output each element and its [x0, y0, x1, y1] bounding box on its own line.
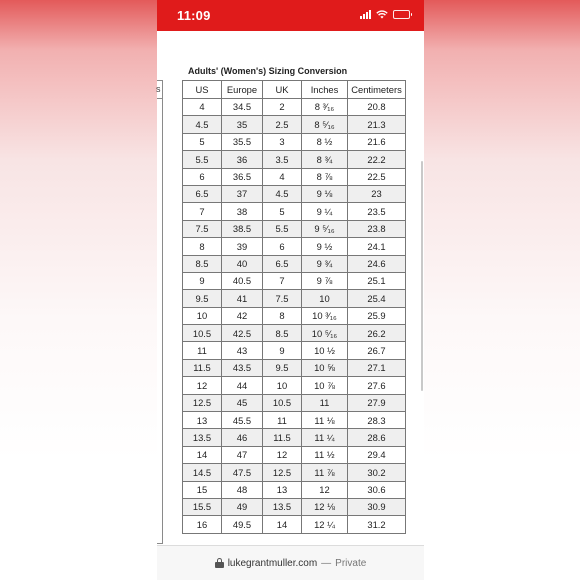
- cell-uk: 14: [263, 516, 302, 533]
- cell-uk: 10: [263, 377, 302, 394]
- cell-uk: 9: [263, 342, 302, 359]
- column-header-europe: Europe: [222, 81, 263, 99]
- cell-europe: 44: [222, 377, 263, 394]
- cell-europe: 43: [222, 342, 263, 359]
- cell-us: 9.5: [183, 290, 222, 307]
- table-row: [183, 325, 406, 342]
- cell-europe: 38: [222, 203, 263, 220]
- url-bar[interactable]: [157, 545, 424, 580]
- table-row: [183, 133, 406, 150]
- cell-inches: 8 ³⁄₁₆: [302, 99, 348, 116]
- table-row: [183, 446, 406, 463]
- cell-inches: 10 ⅞: [302, 377, 348, 394]
- cell-centimeters: 31.2: [348, 516, 406, 533]
- battery-icon: [393, 10, 410, 19]
- cell-us: 4: [183, 99, 222, 116]
- cell-us: 8: [183, 238, 222, 255]
- cell-uk: 6.5: [263, 255, 302, 272]
- cell-europe: 42: [222, 307, 263, 324]
- cell-europe: 47: [222, 446, 263, 463]
- cell-europe: 36.5: [222, 168, 263, 185]
- cell-centimeters: 27.1: [348, 359, 406, 376]
- cell-us: 7: [183, 203, 222, 220]
- cell-uk: 12: [263, 446, 302, 463]
- cell-europe: 40.5: [222, 272, 263, 289]
- cell-centimeters: 25.4: [348, 290, 406, 307]
- cell-us: 15: [183, 481, 222, 498]
- cell-uk: 11.5: [263, 429, 302, 446]
- cell-centimeters: 23.5: [348, 203, 406, 220]
- cell-inches: 9 ⅛: [302, 185, 348, 202]
- table-row: [183, 220, 406, 237]
- table-row: [183, 99, 406, 116]
- cell-inches: 11: [302, 394, 348, 411]
- cell-europe: 35.5: [222, 133, 263, 150]
- cell-us: 7.5: [183, 220, 222, 237]
- cell-inches: 8 ⁵⁄₁₆: [302, 116, 348, 133]
- table-row: [183, 481, 406, 498]
- cell-centimeters: 28.3: [348, 412, 406, 429]
- table-row: [183, 464, 406, 481]
- cell-uk: 8: [263, 307, 302, 324]
- cell-uk: 4: [263, 168, 302, 185]
- url-domain: lukegrantmuller.com: [227, 557, 318, 569]
- table-header-row: [183, 81, 406, 99]
- cell-uk: 9.5: [263, 359, 302, 376]
- cell-europe: 35: [222, 116, 263, 133]
- cell-centimeters: 23: [348, 185, 406, 202]
- cell-inches: 11 ⅞: [302, 464, 348, 481]
- cell-europe: 39: [222, 238, 263, 255]
- cell-europe: 36: [222, 151, 263, 168]
- cell-us: 10: [183, 307, 222, 324]
- cell-uk: 3: [263, 133, 302, 150]
- cell-inches: 10 ⁵⁄₁₆: [302, 325, 348, 342]
- cell-europe: 47.5: [222, 464, 263, 481]
- cell-us: 4.5: [183, 116, 222, 133]
- cell-inches: 10 ³⁄₁₆: [302, 307, 348, 324]
- cell-centimeters: 25.9: [348, 307, 406, 324]
- cell-uk: 3.5: [263, 151, 302, 168]
- cell-uk: 13: [263, 481, 302, 498]
- cell-inches: 12: [302, 481, 348, 498]
- cell-centimeters: 22.5: [348, 168, 406, 185]
- cell-us: 5.5: [183, 151, 222, 168]
- cell-inches: 9 ⅞: [302, 272, 348, 289]
- cell-centimeters: 24.1: [348, 238, 406, 255]
- cell-centimeters: 21.3: [348, 116, 406, 133]
- cell-europe: 34.5: [222, 99, 263, 116]
- cell-inches: 8 ½: [302, 133, 348, 150]
- table-row: [183, 412, 406, 429]
- previous-table-fragment: [157, 80, 163, 544]
- cell-inches: 9 ⁵⁄₁₆: [302, 220, 348, 237]
- cell-europe: 37: [222, 185, 263, 202]
- cell-us: 11.5: [183, 359, 222, 376]
- table-row: [183, 185, 406, 202]
- status-bar: [157, 0, 424, 31]
- cell-uk: 6: [263, 238, 302, 255]
- signal-icon: [360, 10, 371, 19]
- cell-centimeters: 23.8: [348, 220, 406, 237]
- page-title: Adults' (Women's) Sizing Conversion: [188, 66, 348, 76]
- cell-centimeters: 27.6: [348, 377, 406, 394]
- cell-centimeters: 30.9: [348, 498, 406, 515]
- wifi-icon: [376, 10, 388, 19]
- cell-centimeters: 30.6: [348, 481, 406, 498]
- column-header-us: US: [183, 81, 222, 99]
- cell-centimeters: 24.6: [348, 255, 406, 272]
- table-row: [183, 151, 406, 168]
- cell-centimeters: 29.4: [348, 446, 406, 463]
- table-body: [183, 99, 406, 534]
- previous-table-header-fragment: s: [156, 84, 161, 94]
- cell-europe: 46: [222, 429, 263, 446]
- column-header-inches: Inches: [302, 81, 348, 99]
- cell-inches: 9 ¼: [302, 203, 348, 220]
- cell-us: 5: [183, 133, 222, 150]
- cell-inches: 10: [302, 290, 348, 307]
- table-row: [183, 429, 406, 446]
- table-row: [183, 203, 406, 220]
- status-time: 11:09: [177, 8, 211, 23]
- cell-us: 13.5: [183, 429, 222, 446]
- cell-uk: 12.5: [263, 464, 302, 481]
- cell-europe: 45: [222, 394, 263, 411]
- cell-inches: 8 ¾: [302, 151, 348, 168]
- cell-uk: 13.5: [263, 498, 302, 515]
- table-row: [183, 290, 406, 307]
- cell-inches: 10 ⅝: [302, 359, 348, 376]
- cell-us: 6: [183, 168, 222, 185]
- url-private-label: Private: [335, 557, 367, 569]
- table-row: [183, 342, 406, 359]
- size-conversion-table: [182, 80, 406, 534]
- page-content[interactable]: [157, 31, 424, 545]
- cell-inches: 11 ¼: [302, 429, 348, 446]
- scrollbar[interactable]: [421, 161, 423, 391]
- cell-us: 15.5: [183, 498, 222, 515]
- cell-inches: 9 ½: [302, 238, 348, 255]
- cell-europe: 40: [222, 255, 263, 272]
- table-row: [183, 498, 406, 515]
- status-icons: [360, 10, 410, 19]
- lock-icon: [215, 558, 224, 569]
- cell-us: 14.5: [183, 464, 222, 481]
- cell-inches: 11 ½: [302, 446, 348, 463]
- cell-inches: 12 ⅛: [302, 498, 348, 515]
- cell-uk: 2: [263, 99, 302, 116]
- table-row: [183, 116, 406, 133]
- cell-us: 8.5: [183, 255, 222, 272]
- phone-screen: [157, 0, 424, 580]
- cell-europe: 49.5: [222, 516, 263, 533]
- cell-us: 6.5: [183, 185, 222, 202]
- cell-us: 12: [183, 377, 222, 394]
- cell-europe: 41: [222, 290, 263, 307]
- table-row: [183, 359, 406, 376]
- column-header-centimeters: Centimeters: [348, 81, 406, 99]
- cell-us: 9: [183, 272, 222, 289]
- cell-uk: 11: [263, 412, 302, 429]
- cell-uk: 5: [263, 203, 302, 220]
- cell-us: 13: [183, 412, 222, 429]
- cell-uk: 2.5: [263, 116, 302, 133]
- cell-europe: 42.5: [222, 325, 263, 342]
- table-row: [183, 307, 406, 324]
- cell-uk: 4.5: [263, 185, 302, 202]
- cell-inches: 10 ½: [302, 342, 348, 359]
- cell-inches: 12 ¼: [302, 516, 348, 533]
- cell-inches: 9 ¾: [302, 255, 348, 272]
- cell-europe: 43.5: [222, 359, 263, 376]
- table-row: [183, 255, 406, 272]
- cell-inches: 11 ⅛: [302, 412, 348, 429]
- cell-us: 11: [183, 342, 222, 359]
- cell-uk: 7: [263, 272, 302, 289]
- background-left: [0, 0, 157, 580]
- table-row: [183, 377, 406, 394]
- table-row: [183, 238, 406, 255]
- cell-us: 12.5: [183, 394, 222, 411]
- cell-centimeters: 20.8: [348, 99, 406, 116]
- table-row: [183, 394, 406, 411]
- cell-us: 10.5: [183, 325, 222, 342]
- column-header-uk: UK: [263, 81, 302, 99]
- cell-centimeters: 26.2: [348, 325, 406, 342]
- cell-uk: 10.5: [263, 394, 302, 411]
- cell-uk: 8.5: [263, 325, 302, 342]
- cell-europe: 49: [222, 498, 263, 515]
- cell-europe: 48: [222, 481, 263, 498]
- url-separator: —: [321, 557, 332, 569]
- cell-us: 16: [183, 516, 222, 533]
- cell-centimeters: 25.1: [348, 272, 406, 289]
- cell-centimeters: 28.6: [348, 429, 406, 446]
- cell-europe: 45.5: [222, 412, 263, 429]
- table-row: [183, 516, 406, 533]
- cell-centimeters: 30.2: [348, 464, 406, 481]
- cell-inches: 8 ⅞: [302, 168, 348, 185]
- cell-centimeters: 26.7: [348, 342, 406, 359]
- table-row: [183, 168, 406, 185]
- cell-centimeters: 27.9: [348, 394, 406, 411]
- table-row: [183, 272, 406, 289]
- cell-europe: 38.5: [222, 220, 263, 237]
- cell-uk: 7.5: [263, 290, 302, 307]
- cell-uk: 5.5: [263, 220, 302, 237]
- cell-us: 14: [183, 446, 222, 463]
- cell-centimeters: 21.6: [348, 133, 406, 150]
- cell-centimeters: 22.2: [348, 151, 406, 168]
- background-right: [424, 0, 580, 580]
